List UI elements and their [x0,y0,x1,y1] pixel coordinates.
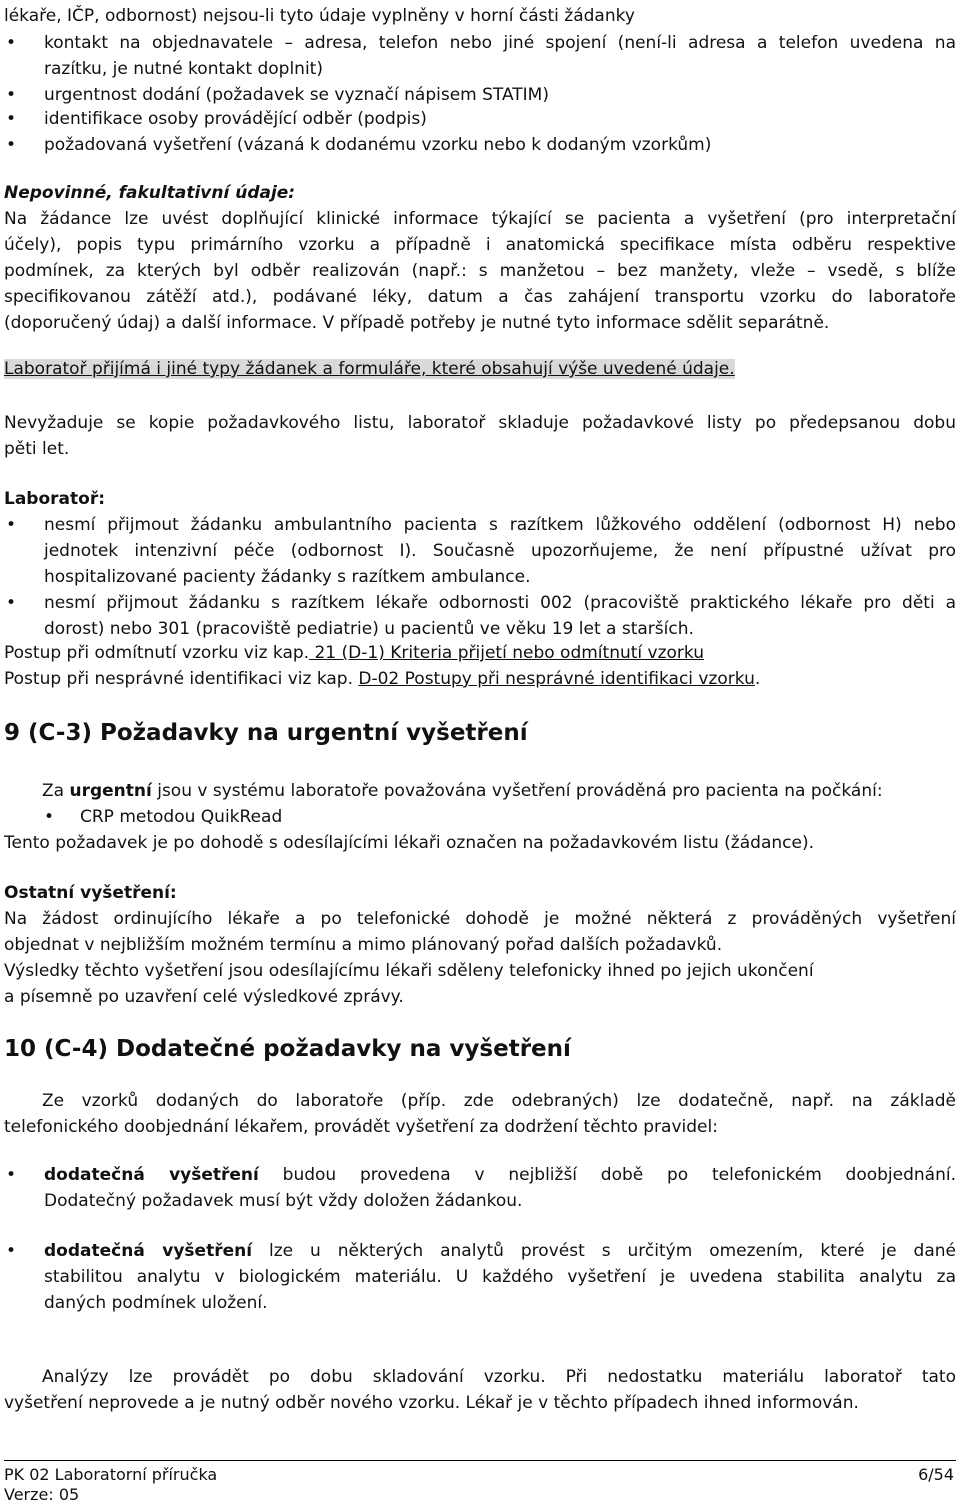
chapter-link[interactable]: D-02 Postupy při nesprávné identifikaci vzorku [358,669,755,689]
reference-line: Postup při odmítnutí vzorku viz kap. 21 (D-1) Kriteria přijetí nebo odmítnutí vzorku [4,643,705,663]
reference-line: Postup při nesprávné identifikaci viz kap. D-02 Postupy při nesprávné identifikaci vzorku. [4,669,761,689]
bullet-icon: • [5,135,17,155]
section-heading: 9 (C-3) Požadavky na urgentní vyšetření [4,720,528,746]
bullet-icon: • [5,1241,17,1261]
bullet-icon: • [5,515,17,535]
bullet-line: identifikace osoby provádějící odběr (podpis) [44,109,427,129]
paragraph-line: Na žádost ordinujícího lékaře a po telefonické dohodě je možné některá z prováděných vyšetření [4,909,956,929]
bullet-icon: • [5,593,17,613]
bullet-line: CRP metodou QuikRead [80,807,283,827]
paragraph-line: Ze vzorků dodaných do laboratoře (příp. zde odebraných) lze dodatečně, např. na základě [42,1091,956,1111]
chapter-link[interactable]: 21 (D-1) Kriteria přijetí nebo odmítnutí vzorku [309,643,705,663]
paragraph-line: Nevyžaduje se kopie požadavkového listu, laboratoř skladuje požadavkové listy po předepsanou dobu [4,413,956,433]
bullet-line: jednotek intenzivní péče (odbornost I). Současně upozorňujeme, že není přípustné užívat pro [44,541,956,561]
paragraph-line: Analýzy lze provádět po dobu skladování vzorku. Při nedostatku materiálu laboratoř tato [42,1367,956,1387]
bullet-line: dorost) nebo 301 (pracoviště pediatrie) u pacientů ve věku 19 let a starších. [44,619,694,639]
other-heading: Ostatní vyšetření: [4,883,177,903]
paragraph-line: (doporučený údaj) a další informace. V případě potřeby je nutné tyto informace sdělit separátně. [4,313,830,333]
footer-divider [4,1460,956,1461]
bullet-icon: • [5,109,17,129]
paragraph-line: podmínek, za kterých byl odběr realizován (např.: s manžetou – bez manžety, vleže – vsedě, s blíže [4,261,956,281]
bullet-line: daných podmínek uložení. [44,1293,268,1313]
paragraph-line: a písemně po uzavření celé výsledkové zprávy. [4,987,404,1007]
paragraph-line: specifikovanou zátěží atd.), podávané léky, datum a čas zahájení transportu vzorku do laboratoře [4,287,956,307]
footer-doc-title: PK 02 Laboratorní příručka [4,1465,218,1484]
paragraph-line: pěti let. [4,439,70,459]
paragraph-line: Za urgentní jsou v systému laboratoře považována vyšetření prováděná pro pacienta na počkání: [42,781,883,801]
bullet-line: dodatečná vyšetření budou provedena v nejbližší době po telefonickém doobjednání. [44,1165,957,1185]
bullet-line: nesmí přijmout žádanku ambulantního pacienta s razítkem lůžkového oddělení (odbornost H) nebo [44,515,956,535]
paragraph-line: účely), popis typu primárního vzorku a případně i anatomická specifikace místa odběru respektive [4,235,956,255]
paragraph-line: objednat v nejbližším možném termínu a mimo plánovaný pořad dalších požadavků. [4,935,723,955]
bullet-line: razítku, je nutné kontakt doplnit) [44,59,323,79]
optional-heading: Nepovinné, fakultativní údaje: [4,183,296,203]
bullet-line: požadovaná vyšetření (vázaná k dodanému vzorku nebo k dodaným vzorkům) [44,135,712,155]
bullet-line: urgentnost dodání (požadavek se vyznačí nápisem STATIM) [44,85,549,105]
highlighted-note [4,356,735,382]
highlighted-text: Laboratoř přijímá i jiné typy žádanek a formuláře, které obsahují výše uvedené údaje. [4,359,735,379]
lab-heading: Laboratoř: [4,489,105,509]
paragraph-line: Výsledky těchto vyšetření jsou odesílajícímu lékaři sděleny telefonicky ihned po jejich ukončení [4,961,814,981]
bullet-line: Dodatečný požadavek musí být vždy doložen žádankou. [44,1191,523,1211]
bullet-icon: • [5,85,17,105]
bullet-line: hospitalizované pacienty žádanky s razítkem ambulance. [44,567,531,587]
bullet-line: kontakt na objednavatele – adresa, telefon nebo jiné spojení (není-li adresa a telefon uvedena na [44,33,956,53]
text-line: lékaře, IČP, odbornost) nejsou-li tyto údaje vyplněny v horní části žádanky [4,6,635,26]
footer-version: Verze: 05 [4,1485,80,1504]
section-heading: 10 (C-4) Dodatečné požadavky na vyšetření [4,1036,571,1062]
bullet-line: dodatečná vyšetření lze u některých analytů provést s určitým omezením, které je dané [44,1241,956,1261]
paragraph-line: telefonického doobjednání lékařem, provádět vyšetření za dodržení těchto pravidel: [4,1117,718,1137]
bullet-icon: • [5,1165,17,1185]
bullet-line: nesmí přijmout žádanku s razítkem lékaře odbornosti 002 (pracoviště praktického lékaře pro děti a [44,593,956,613]
paragraph-line: Na žádance lze uvést doplňující klinické informace týkající se pacienta a vyšetření (pro interpretační [4,209,956,229]
bullet-icon: • [43,807,55,827]
paragraph-line: vyšetření neprovede a je nutný odběr nového vzorku. Lékař je v těchto případech ihned informován. [4,1393,859,1413]
footer-page-number: 6/54 [918,1465,954,1484]
bullet-line: stabilitou analytu v biologickém materiálu. U každého vyšetření je uvedena stabilita analytu za [44,1267,956,1287]
paragraph-line: Tento požadavek je po dohodě s odesílajícími lékaři označen na požadavkovém listu (žádance). [4,833,814,853]
bullet-icon: • [5,33,17,53]
